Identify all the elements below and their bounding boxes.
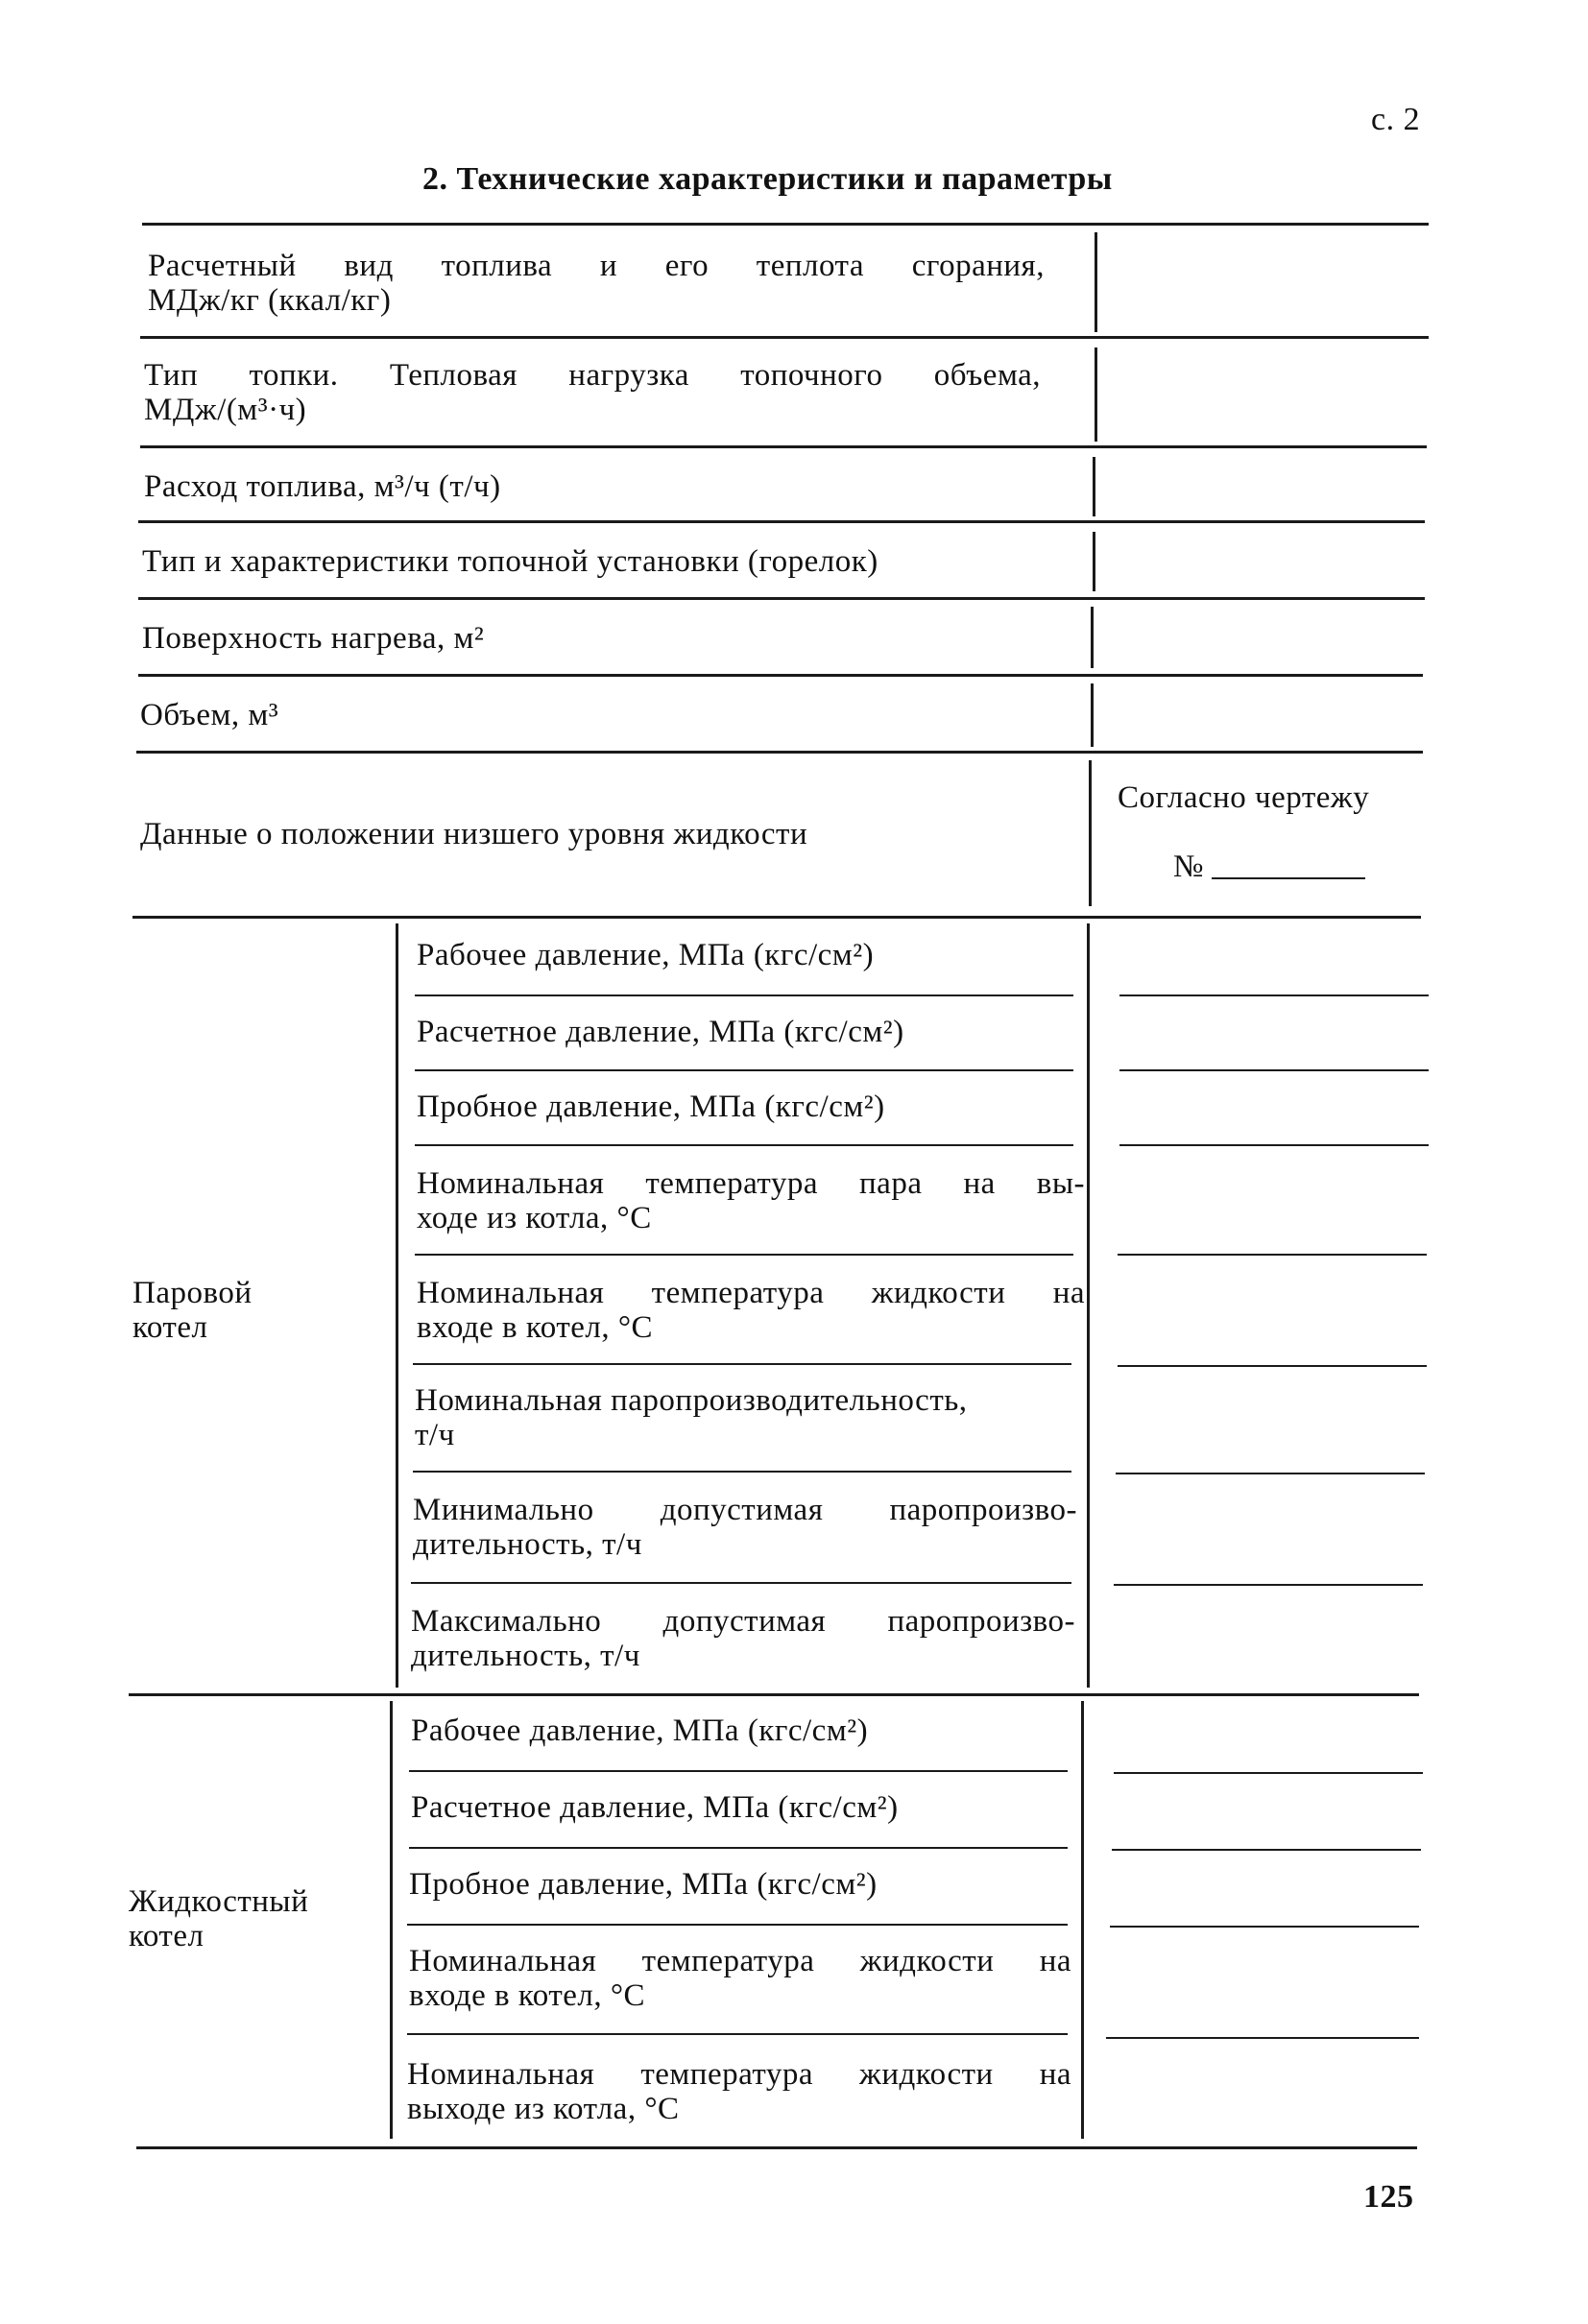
value-column-divider: [1091, 607, 1094, 668]
row-label-line: Номинальная температура жидкости на: [417, 1276, 1085, 1310]
row-label-line: МДж/кг (ккал/кг): [148, 283, 392, 318]
row-divider: [138, 674, 1423, 677]
row-label-line: Пробное давление, МПа (кгс/см²): [409, 1867, 878, 1902]
row-divider: [407, 2033, 1068, 2035]
row-label-line: Номинальная паропроизводительность,: [415, 1383, 968, 1418]
value-blank: [1118, 1365, 1427, 1367]
drawing-number-label: №: [1173, 850, 1204, 884]
row-label-line: ходе из котла, °С: [417, 1201, 652, 1235]
value-blank: [1118, 1254, 1427, 1256]
row-label-line: Максимально допустимая паропроизво-: [411, 1604, 1075, 1639]
row-label-line: Рабочее давление, МПа (кгс/см²): [411, 1713, 869, 1748]
group-label: Паровой: [132, 1276, 253, 1310]
row-divider: [411, 1582, 1071, 1584]
page-number: 125: [1363, 2179, 1414, 2215]
row-label-line: Номинальная температура пара на вы-: [417, 1166, 1085, 1201]
value-column-divider: [1093, 457, 1095, 516]
table-bottom-border: [136, 2146, 1417, 2149]
value-column-divider: [1095, 232, 1097, 332]
row-divider: [138, 597, 1425, 600]
value-column-divider: [1081, 1701, 1084, 2139]
row-label-line: выходе из котла, °С: [407, 2092, 680, 2126]
value-blank: [1116, 1473, 1425, 1474]
row-label-line: Расчетное давление, МПа (кгс/см²): [417, 1015, 904, 1049]
section-divider: [129, 1693, 1419, 1696]
group-label: котел: [132, 1310, 208, 1345]
row-divider: [138, 520, 1425, 523]
row-label-line: Номинальная температура жидкости на: [407, 2057, 1071, 2092]
row-label-line: Минимально допустимая паропроизво-: [413, 1493, 1077, 1527]
value-blank: [1114, 1584, 1423, 1586]
row-divider: [407, 1924, 1068, 1926]
row-label-line: т/ч: [415, 1418, 455, 1452]
value-blank: [1114, 1772, 1423, 1774]
row-label-line: Номинальная температура жидкости на: [409, 1944, 1071, 1978]
value-column-divider: [1093, 532, 1095, 591]
row-label-line: Рабочее давление, МПа (кгс/см²): [417, 938, 875, 972]
row-divider: [415, 1069, 1073, 1071]
section-title: 2. Технические характеристики и параметры: [422, 161, 1113, 197]
row-label-line: Данные о положении низшего уровня жидкости: [140, 817, 808, 851]
value-column-divider: [1087, 923, 1090, 1688]
row-label-line: Объем, м³: [140, 698, 279, 732]
row-divider: [140, 445, 1427, 448]
value-blank: [1119, 994, 1429, 996]
row-divider: [413, 1471, 1071, 1473]
row-label-line: Тип топки. Тепловая нагрузка топочного объема,: [144, 358, 1041, 393]
value-column-divider: [1091, 683, 1094, 747]
row-label-line: Расчетный вид топлива и его теплота сгорания,: [148, 249, 1045, 283]
group-label: котел: [129, 1919, 205, 1953]
row-label-line: Поверхность нагрева, м²: [142, 621, 485, 656]
row-divider: [409, 1770, 1068, 1772]
row-divider: [136, 751, 1423, 754]
row-divider: [413, 1363, 1071, 1365]
row-divider: [132, 916, 1421, 919]
value-blank: [1106, 2037, 1419, 2039]
value-blank: [1119, 1144, 1429, 1146]
value-blank: [1112, 1849, 1421, 1851]
row-label-line: дительность, т/ч: [411, 1639, 640, 1673]
row-label-line: Расход топлива, м³/ч (т/ч): [144, 469, 501, 504]
row-divider: [415, 1254, 1073, 1256]
group-label: Жидкостный: [129, 1884, 309, 1919]
row-label-line: входе в котел, °С: [417, 1310, 654, 1345]
row-divider: [415, 994, 1073, 996]
row-divider: [409, 1847, 1068, 1849]
drawing-number-blank: [1212, 877, 1365, 879]
row-label-line: Тип и характеристики топочной установки (горелок): [142, 544, 878, 579]
row-label-line: входе в котел, °С: [409, 1978, 646, 2013]
group-column-divider: [390, 1701, 393, 2139]
row-divider: [140, 336, 1429, 339]
row-label-line: Расчетное давление, МПа (кгс/см²): [411, 1790, 899, 1825]
value-column-divider: [1089, 760, 1092, 906]
value-blank: [1110, 1926, 1419, 1928]
value-blank: [1119, 1069, 1429, 1071]
row-value-line: Согласно чертежу: [1118, 780, 1370, 815]
value-column-divider: [1095, 347, 1097, 442]
page-label: с. 2: [1371, 102, 1421, 137]
row-label-line: Пробное давление, МПа (кгс/см²): [417, 1090, 885, 1124]
group-column-divider: [396, 923, 398, 1688]
row-divider: [415, 1144, 1073, 1146]
row-label-line: МДж/(м³·ч): [144, 393, 307, 427]
row-label-line: дительность, т/ч: [413, 1527, 642, 1562]
table-top-border: [142, 223, 1429, 226]
